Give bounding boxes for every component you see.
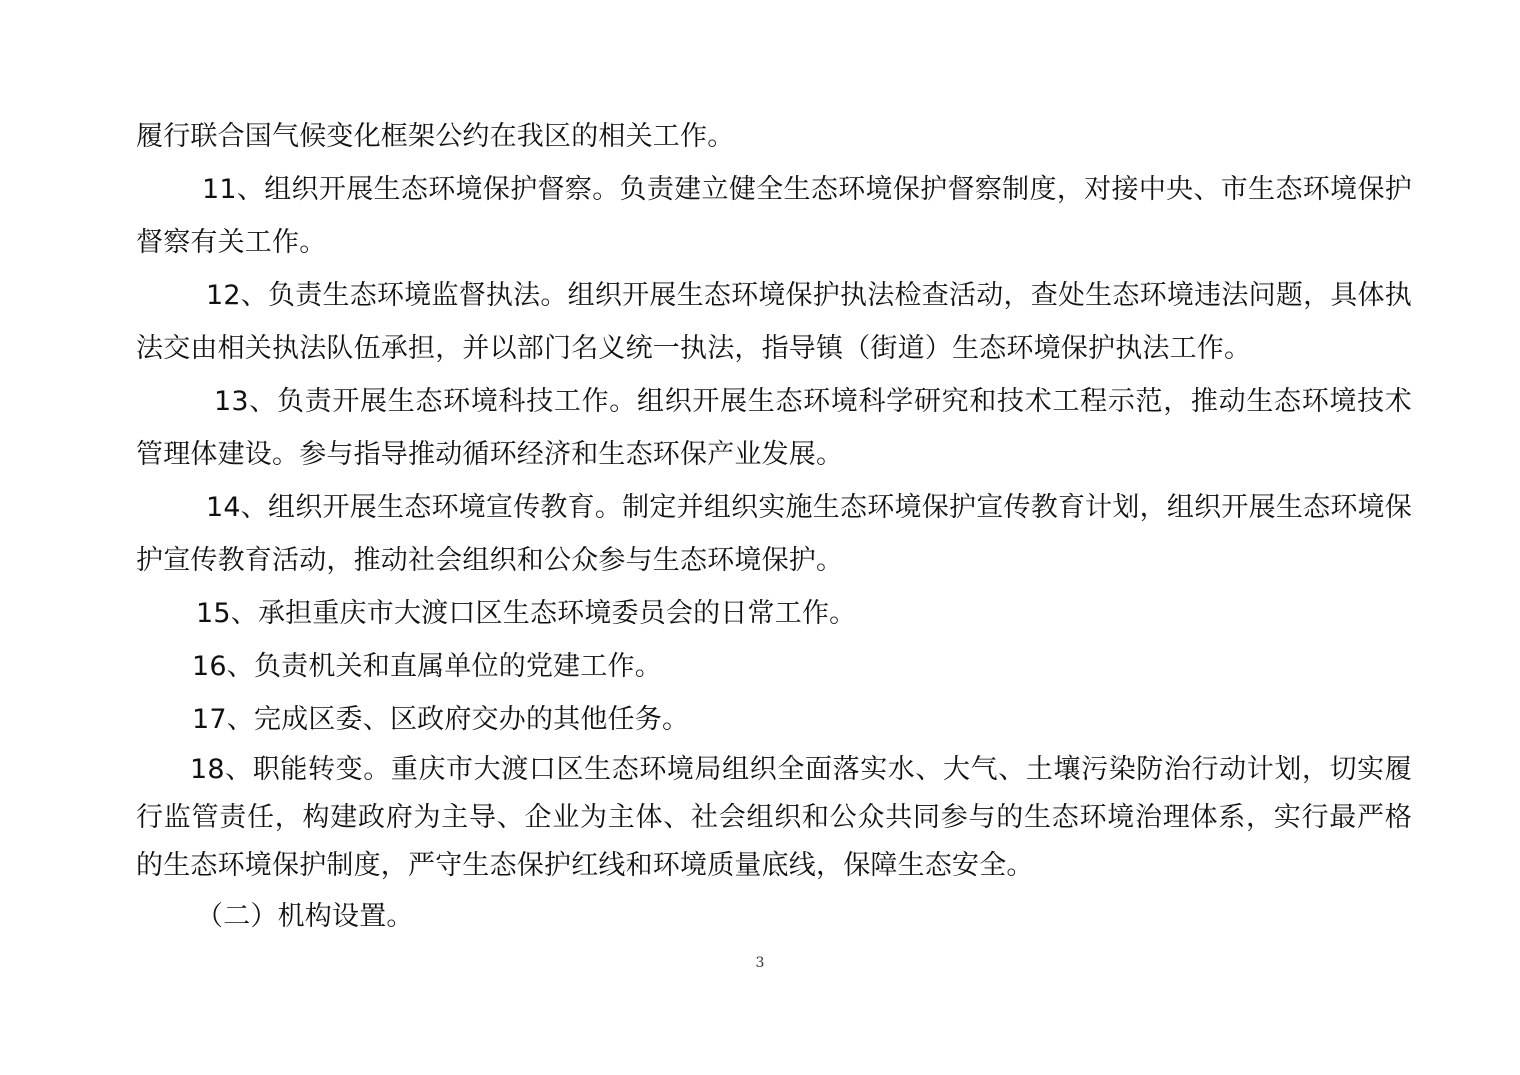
- page-number: 3: [755, 955, 765, 971]
- paragraph-item-11: 11、组织开展生态环境保护督察。负责建立健全生态环境保护督察制度，对接中央、市生态环境保护督察有关工作。: [136, 174, 1412, 258]
- paragraph-item-18: 18、职能转变。重庆市大渡口区生态环境局组织全面落实水、大气、土壤污染防治行动计划，切实履行监管责任，构建政府为主导、企业为主体、社会组织和公众共同参与的生态环境治理体系，实行最严格的生态环境保护制度，严守生态保护红线和环境质量底线，保障生态安全。: [136, 754, 1412, 881]
- paragraph-item-15: 15、承担重庆市大渡口区生态环境委员会的日常工作。: [196, 598, 857, 629]
- paragraph-item-16: 16、负责机关和直属单位的党建工作。: [192, 651, 662, 682]
- paragraph-item-13: 13、负责开展生态环境科技工作。组织开展生态环境科学研究和技术工程示范，推动生态环境技术管理体建设。参与指导推动循环经济和生态环保产业发展。: [136, 386, 1412, 470]
- paragraph-item-17: 17、完成区委、区政府交办的其他任务。: [192, 704, 690, 735]
- paragraph-continuation: 履行联合国气候变化框架公约在我区的相关工作。: [136, 121, 735, 152]
- document-body: [136, 110, 1412, 943]
- section-heading-organization: （二）机构设置。: [196, 901, 414, 932]
- paragraph-item-14: 14、组织开展生态环境宣传教育。制定并组织实施生态环境保护宣传教育计划，组织开展生态环境保护宣传教育活动，推动社会组织和公众参与生态环境保护。: [136, 492, 1412, 576]
- paragraph-item-12: 12、负责生态环境监督执法。组织开展生态环境保护执法检查活动，查处生态环境违法问题，具体执法交由相关执法队伍承担，并以部门名义统一执法，指导镇（街道）生态环境保护执法工作。: [136, 280, 1412, 364]
